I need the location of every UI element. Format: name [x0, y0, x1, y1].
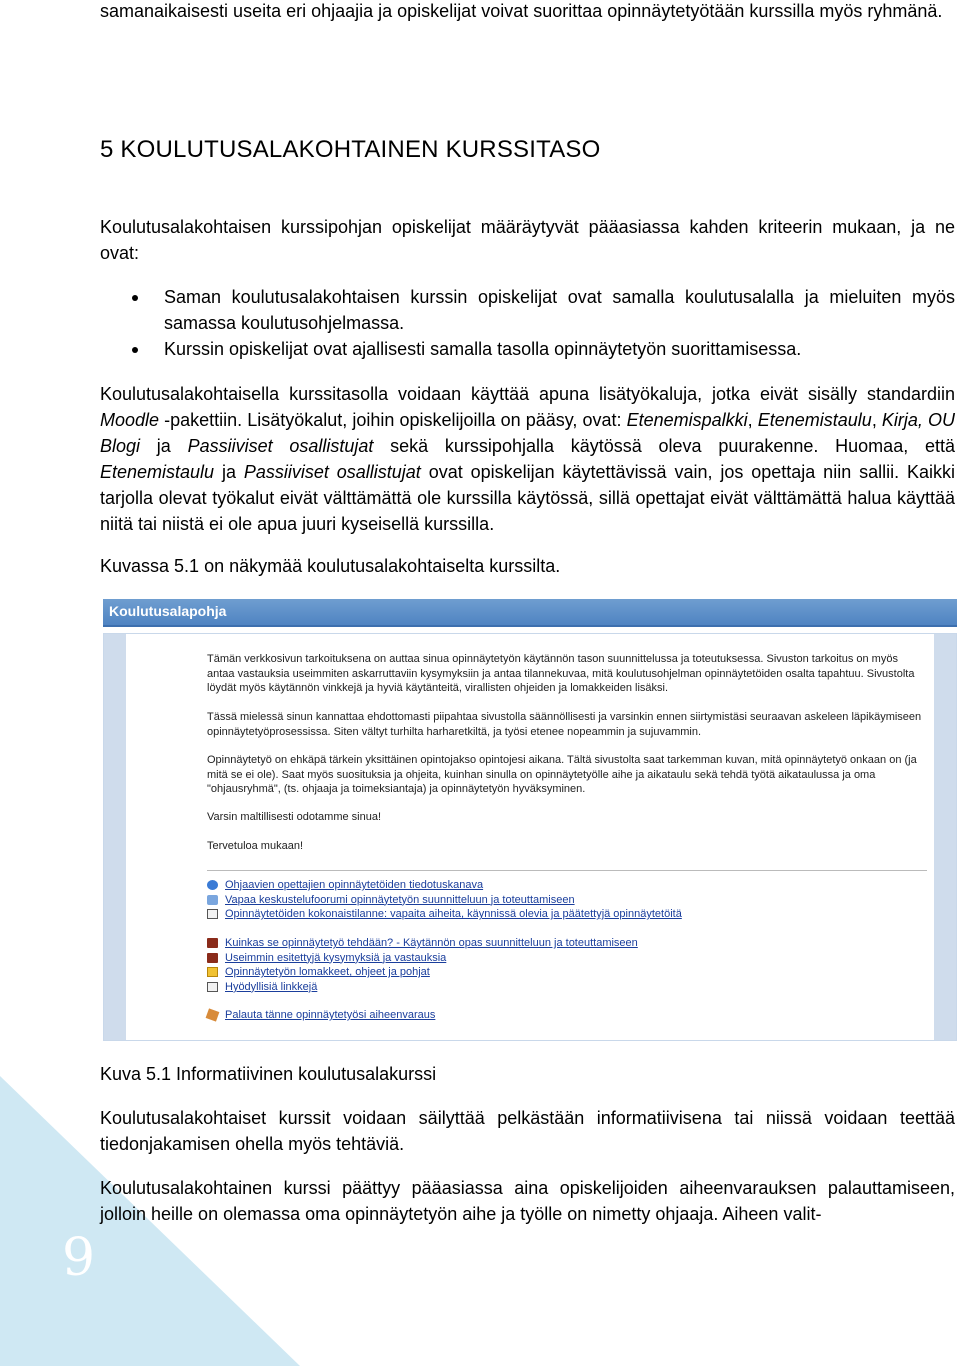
- figure-links-group: [207, 878, 682, 922]
- link-useful-links[interactable]: Hyödyllisiä linkkejä: [207, 980, 638, 995]
- figure-paragraph: Opinnäytetyö on ehkäpä tärkein yksittäinen opintojakso opintojesi aikana. Tältä sivustolta saat tarkemman kuvan, mitä opinnäytetyö onkaan on (ja mitä se ei ole). Saat myös suosituksia ja ohjeita, kuinhan sinulla on opinnäytetyölle aihe ja aikataulu sekä tehdä työtä aikataulussa ja oma "ohjausryhmä", (ts. ohjaaja ja toimeksiantaja) ja opinnäytetyön hyväksyminen.: [207, 754, 917, 795]
- page-number: 9: [62, 1228, 96, 1288]
- document-icon: [207, 909, 218, 919]
- document-icon: [207, 982, 218, 992]
- figure-links-group: [207, 936, 638, 994]
- figure-links-group: [207, 1008, 435, 1023]
- link-faq[interactable]: Useimmin esitettyjä kysymyksiä ja vastauksia: [207, 951, 638, 966]
- link-free-forum[interactable]: Vapaa keskustelufoorumi opinnäytetyön suunnitteluun ja toteuttamiseen: [207, 893, 682, 908]
- link-topic-reservation[interactable]: Palauta tänne opinnäytetyösi aiheenvaraus: [207, 1008, 435, 1023]
- chat-bubble-icon: [207, 880, 218, 890]
- figure-block-body: [103, 633, 957, 1041]
- link-practical-guide[interactable]: Kuinkas se opinnäytetyö tehdään? - Käytännön opas suunnitteluun ja toteuttamiseen: [207, 936, 638, 951]
- link-overall-status[interactable]: Opinnäytetöiden kokonaistilanne: vapaita aiheita, käynnissä olevia ja päätettyjä opinnäytetöitä: [207, 907, 682, 922]
- figure-block-title: Koulutusalapohja: [109, 603, 227, 619]
- bullet-item: Saman koulutusalakohtaisen kurssin opiskelijat ovat samalla koulutusalalla ja mieluiten myös samassa koulutusohjelmassa.: [100, 284, 955, 336]
- figure-paragraph: Tässä mielessä sinun kannattaa ehdottomasti piipahtaa sivustolla säännöllisesti ja varsinkin ennen siirtymistäsi seuraavan askeleen läpikäymiseen opinnäytetyöprosessissa. Siten vältyt turhilta harharetkiltä, ja työsi etenee nopeammin ja sujuvammin.: [207, 711, 922, 738]
- bullet-list: [100, 284, 955, 362]
- section-heading: 5 KOULUTUSALAKOHTAINEN KURSSITASO: [100, 136, 601, 163]
- figure-right-margin: [934, 634, 956, 1040]
- figure-caption: Kuva 5.1 Informatiivinen koulutusalakurssi: [100, 1064, 437, 1084]
- figure-screenshot: [103, 599, 957, 1041]
- paragraph-intro: Koulutusalakohtaisen kurssipohjan opiskelijat määräytyvät pääasiassa kahden kriteerin mukaan, ja ne ovat:: [100, 217, 955, 263]
- paragraph-courses: Koulutusalakohtaiset kurssit voidaan säilyttää pelkästään informatiivisena tai niissä voidaan teettää tiedonjakamisen ohella myös tehtäviä.: [100, 1108, 955, 1154]
- paragraph-course-end: Koulutusalakohtainen kurssi päättyy pääasiassa aina opiskelijoiden aiheenvarauksen palauttamiseen, jolloin heille on olemassa oma opinnäytetyön aihe ja työlle on nimetty ohjaaja. Aiheen valit-: [100, 1178, 955, 1224]
- folder-icon: [207, 967, 218, 977]
- bullet-item: Kurssin opiskelijat ovat ajallisesti samalla tasolla opinnäytetyön suorittamisessa.: [100, 336, 955, 362]
- forum-icon: [207, 895, 218, 905]
- bullet-icon: [132, 347, 138, 353]
- figure-divider: [207, 870, 927, 871]
- link-forms[interactable]: Opinnäytetyön lomakkeet, ohjeet ja pohjat: [207, 965, 638, 980]
- paragraph-tools: Koulutusalakohtaisella kurssitasolla voidaan käyttää apuna lisätyökaluja, jotka eivät sisälly standardiin Moodle -pakettiin. Lisätyökalut, joihin opiskelijoilla on pääsy, ovat: Etenemispalkki, Etenemistaulu, Kirja, OU Blogi ja Passiiviset osallistujat sekä kurssipohjalla käytössä oleva puurakenne. Huomaa, että Etenemistaulu ja Passiiviset osallistujat ovat opiskelijan käytettävissä vain, jos opettaja niin sallii. Kaikki tarjolla olevat työkalut eivät välttämättä ole kurssilla käytössä, sillä opettajat eivät välttämättä halua käyttää niitä tai niistä ei ole apua juuri kyseisellä kurssilla.: [100, 384, 956, 534]
- paragraph-figure-reference: Kuvassa 5.1 on näkymää koulutusalakohtaiselta kurssilta.: [100, 556, 561, 576]
- link-teacher-channel[interactable]: Ohjaavien opettajien opinnäytetöiden tiedotuskanava: [207, 878, 682, 893]
- figure-block-header: [103, 599, 957, 627]
- book-icon: [207, 953, 218, 963]
- figure-paragraph: Tervetuloa mukaan!: [207, 840, 303, 852]
- figure-left-margin: [104, 634, 126, 1040]
- figure-paragraph: Tämän verkkosivun tarkoituksena on auttaa sinua opinnäytetyön käytännön tason suunnittelussa ja toteutuksessa. Sivuston tarkoitus on myös antaa vastauksia useimmiten askarruttaviin kysymyksiin ja antaa tilannekuvaa, mitä koulutusohjelman opinnäytetöiden osalta tapahtuu. Sivustolta löydät myös käytännön vinkkejä ja hyviä käytänteitä, virallisten ohjeiden ja lomakkeiden lisäksi.: [207, 653, 915, 694]
- book-icon: [207, 938, 218, 948]
- bullet-icon: [132, 295, 138, 301]
- assignment-icon: [206, 1008, 220, 1021]
- figure-paragraph: Varsin maltillisesti odotamme sinua!: [207, 811, 382, 823]
- paragraph-continuation: samanaikaisesti useita eri ohjaajia ja opiskelijat voivat suorittaa opinnäytetyötään kurssilla myös ryhmänä.: [100, 1, 943, 21]
